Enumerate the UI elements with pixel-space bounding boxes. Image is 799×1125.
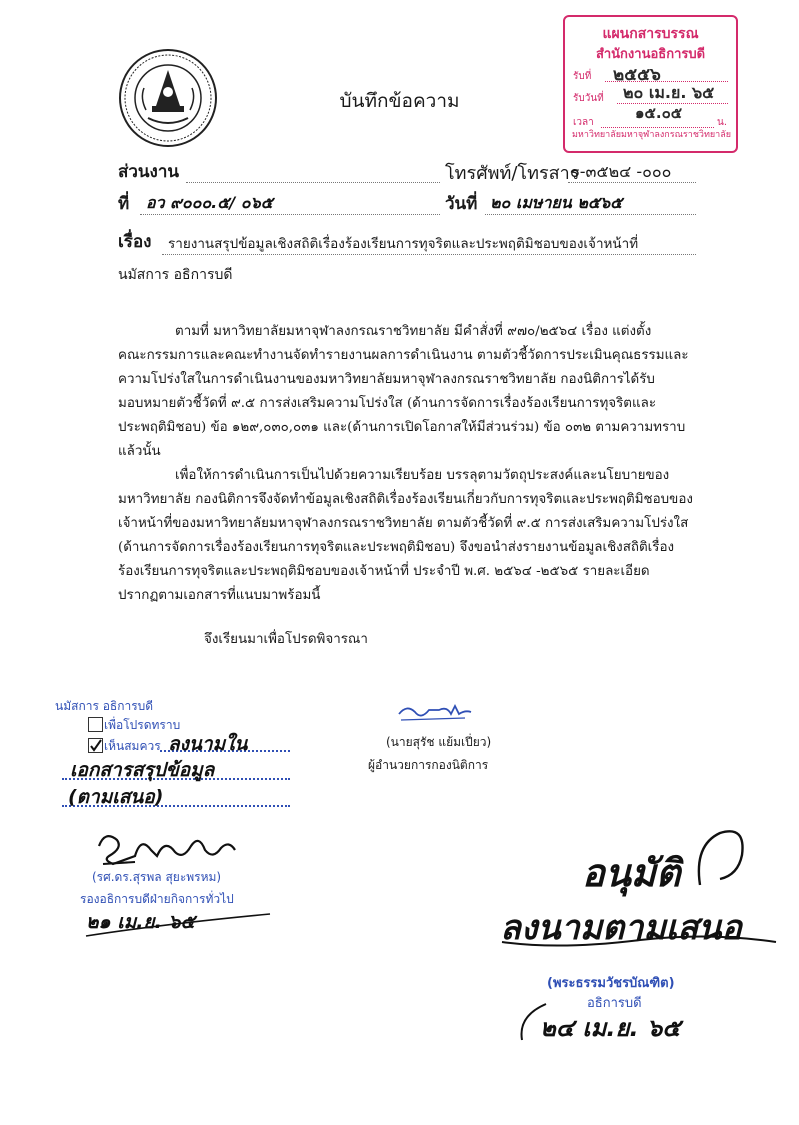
stamp-department: สำนักงานอธิการบดี: [595, 47, 706, 62]
received-stamp: [563, 15, 738, 153]
president-position: อธิการบดี: [587, 996, 642, 1011]
date-value: ๒๐ เมษายน ๒๕๖๕: [490, 193, 623, 212]
stamp-office: แผนกสารบรรณ: [602, 26, 699, 42]
body-p2-line: มหาวิทยาลัย กองนิติการจึงจัดทำข้อมูลเชิงสถิติเรื่องร้องเรียนเกี่ยวกับการทุจริตและประพฤติมิชอบของ: [118, 492, 693, 507]
body-p2-line: เจ้าหน้าที่ของมหาวิทยาลัยมหาจุฬาลงกรณราชวิทยาลัย ตามตัวชี้วัดที่ ๙.๕ การส่งเสริมความโปร่งใส: [118, 516, 689, 531]
stamp-date-label: รับวันที่: [573, 93, 604, 104]
body-p1-line: ประพฤติมิชอบ) ข้อ ๑๒๙,๐๓๐,๐๓๑ และ(ด้านการเปิดโอกาสให้มีส่วนร่วม) ข้อ ๐๓๒ ตามความทราบ: [118, 420, 686, 435]
body-p1-line: คณะกรรมการและคณะทำงานจัดทำรายงานผลการดำเนินงาน ตามตัวชี้วัดการประเมินคุณธรรมและ: [118, 348, 689, 363]
vp-signature: [95, 826, 245, 874]
memo-title: บันทึกข้อความ: [339, 90, 460, 112]
body-p2-line: ปรากฏตามเอกสารที่แนบมาพร้อมนี้: [118, 588, 321, 603]
president-note-line1: อนุมัติ: [582, 851, 681, 895]
closing-line: จึงเรียนมาเพื่อโปรดพิจารณา: [204, 632, 368, 647]
phone-label: โทรศัพท์/โทรสาร: [445, 163, 580, 184]
sender-signature: [395, 700, 475, 730]
body-p2-line: (ด้านการจัดการเรื่องร้องเรียนการทุจริตและประพฤติมิชอบ) จึงขอนำส่งรายงานข้อมูลเชิงสถิติเรื่อง: [118, 540, 675, 555]
body-p1-line: แล้วนั้น: [118, 444, 161, 459]
stamp-date-value: ๒๐ เม.ย. ๖๕: [623, 83, 715, 102]
vp-note-line2: เอกสารสรุปข้อมูล: [70, 759, 215, 781]
body-p2-line: ร้องเรียนการทุจริตและประพฤติมิชอบของเจ้าหน้าที่ ประจำปี พ.ศ. ๒๕๖๔ -๒๕๖๕ รายละเอียด: [118, 564, 650, 579]
option-approve-label: เห็นสมควร: [104, 739, 161, 753]
president-date: ๒๔ เม.ย. ๖๕: [540, 1014, 681, 1042]
vp-note-line1: ลงนามใน: [168, 733, 248, 755]
ref-label: ที่: [118, 194, 130, 214]
stamp-university: มหาวิทยาลัยมหาจุฬาลงกรณราชวิทยาลัย: [571, 130, 732, 140]
president-date-bracket: [512, 1000, 552, 1048]
president-flourish: [690, 825, 760, 899]
phone-value: ๐-๓๕๒๔ -๐๐๐: [570, 162, 672, 181]
president-signature-stroke: [500, 922, 780, 956]
stamp-time-value: ๑๕.๐๕: [635, 104, 683, 122]
vp-date: ๒๑ เม.ย. ๖๕: [86, 911, 195, 933]
option-approve-checkbox[interactable]: [88, 738, 103, 753]
sender-position: ผู้อำนวยการกองนิติการ: [368, 758, 489, 772]
option-acknowledge-label: เพื่อโปรดทราบ: [104, 718, 181, 732]
president-name: (พระธรรมวัชรบัณฑิต): [547, 976, 675, 991]
vp-date-underline: [84, 910, 274, 942]
subject-value: รายงานสรุปข้อมูลเชิงสถิติเรื่องร้องเรียนการทุจริตและประพฤติมิชอบของเจ้าหน้าที่: [168, 236, 639, 252]
stamp-time-unit: น.: [717, 117, 728, 128]
vp-salutation: นมัสการ อธิการบดี: [55, 699, 154, 713]
option-acknowledge-checkbox[interactable]: [88, 717, 103, 732]
body-p1-line: ความโปร่งใสในการดำเนินงานของมหาวิทยาลัยมหาจุฬาลงกรณราชวิทยาลัย กองนิติการได้รับ: [118, 372, 655, 387]
vp-note-line3: (ตามเสนอ): [68, 786, 164, 808]
president-note-line2: ลงนามตามเสนอ: [500, 908, 742, 948]
vp-name: (รศ.ดร.สุรพล สุยะพรหม): [92, 870, 222, 884]
stamp-time-label: เวลา: [573, 117, 594, 128]
ref-value: อว ๙๐๐๐.๕/ ๐๖๕: [146, 193, 273, 212]
stamp-number-label: รับที่: [573, 71, 592, 82]
salutation: นมัสการ อธิการบดี: [118, 267, 233, 283]
body-p1-line: ตามที่ มหาวิทยาลัยมหาจุฬาลงกรณราชวิทยาลัย มีคำสั่งที่ ๙๗๐/๒๕๖๔ เรื่อง แต่งตั้ง: [175, 324, 652, 339]
date-label: วันที่: [445, 194, 478, 214]
body-p1-line: มอบหมายตัวชี้วัดที่ ๙.๕ การส่งเสริมความโปร่งใส (ด้านการจัดการเรื่องร้องเรียนการทุจริตและ: [118, 396, 657, 411]
stamp-number-value: ๒๕๕๖: [613, 65, 661, 85]
body-p2-line: เพื่อให้การดำเนินการเป็นไปด้วยความเรียบร้อย บรรลุตามวัตถุประสงค์และนโยบายของ: [175, 468, 670, 483]
subject-label: เรื่อง: [118, 232, 152, 252]
sender-name: (นายสุรัช แย้มเปี่ยว): [386, 735, 492, 749]
section-label: ส่วนงาน: [118, 162, 180, 182]
vp-position: รองอธิการบดีฝ่ายกิจการทั่วไป: [80, 892, 234, 906]
